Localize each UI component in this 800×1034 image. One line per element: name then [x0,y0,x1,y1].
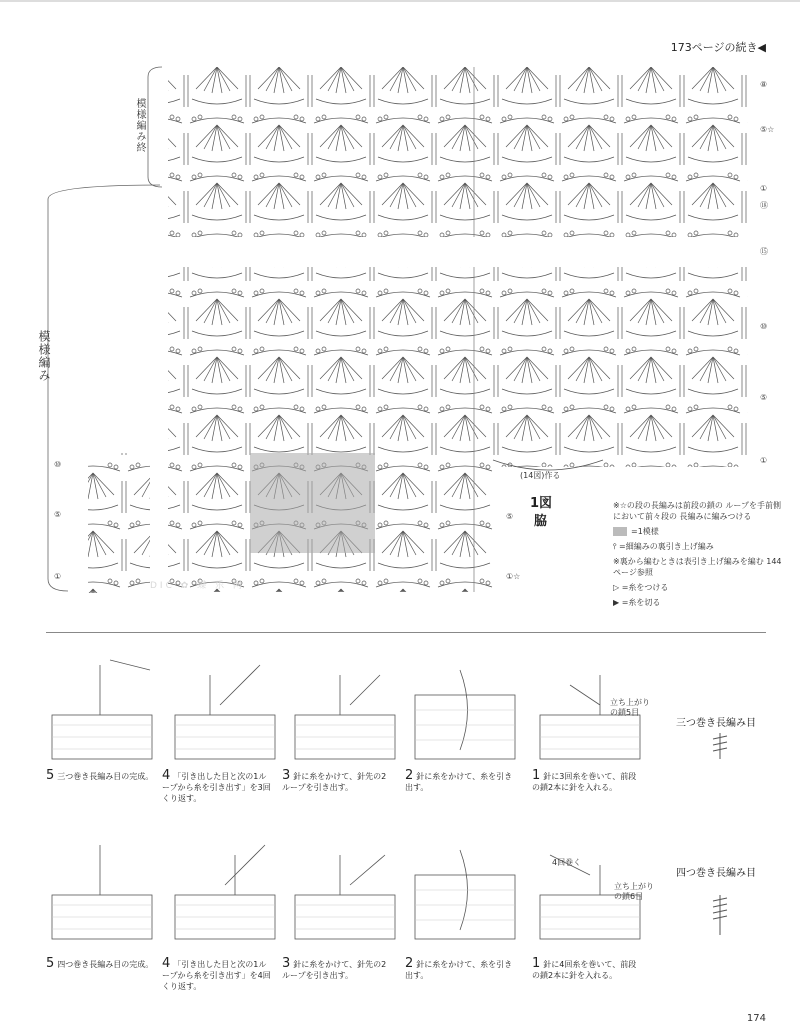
legend-note-1: ※☆の段の長編みは前段の鎖の ループを手前側において前々段の 長編みに編みつける [613,501,782,521]
step-5: 5 四つ巻き長編み目の完成。 [46,956,154,971]
figure-title: 1図 [530,496,553,511]
row-mark: ⑩ [54,460,62,469]
row-mark: ⑩ [760,322,768,331]
top-border [0,0,800,2]
step-1: 1 針に4回糸を巻いて、前段の鎖2本に針を入れる。 [532,956,637,980]
continued-note: 173ページの続き◀ [670,41,766,54]
stitch-name-treble-4: 四つ巻き長編み目 [676,868,756,879]
section1-illustrations [40,655,760,765]
reverse-stitch-icon: ⫯ [613,542,620,551]
cut-yarn-icon: ▶ [613,598,622,607]
row-mark: ①☆ [506,572,521,581]
section-divider [46,632,766,633]
step-1: 1 針に3回糸を巻いて、前段の鎖2本に針を入れる。 [532,768,637,792]
step-5: 5 三つ巻き長編み目の完成。 [46,768,154,783]
stitch-name-treble-3: 三つ巻き長編み目 [676,718,756,729]
step-3: 3 針に糸をかけて、針先の2ループを引き出す。 [282,956,387,980]
row-mark: ① [760,456,768,465]
legend-swatch-row: =1模様 [613,526,783,537]
row-mark: ⑤ [760,393,768,402]
step-2: 2 針に糸をかけて、糸を引き出す。 [405,956,513,980]
legend-note-2: ※裏から編むときは表引き上げ編みを編む 144ページ参照 [613,557,782,577]
label-pattern: 模様編み [37,330,51,382]
chain-note-2: 立ち上がりの鎖6目 [614,882,654,901]
join-yarn-icon: ▷ [613,583,622,592]
legend [613,500,783,612]
step-4: 4 「引き出した目と次の1ループから糸を引き出す」を3回くり返す。 [162,768,271,803]
watermark-logo: DIC ✿ 蝶 乐 网 [150,581,245,591]
swatch-icon [613,527,627,536]
chain-note-1: 立ち上がりの鎖5目 [610,698,650,717]
row-mark: ① [54,572,62,581]
step-3: 3 針に糸をかけて、針先の2ループを引き出す。 [282,768,387,792]
row-mark: ⑮ [760,247,768,256]
row-mark: ⑱ [760,201,768,210]
legend-cut-yarn: ▶ =糸を切る [613,598,661,607]
row-mark: ⑤☆ [760,125,775,134]
row-mark: ⑤ [54,510,62,519]
row-mark: ⑤ [506,512,514,521]
legend-reverse-stitch: ⫯ =細編みの裏引き上げ編み [613,542,714,551]
step-4: 4 「引き出した目と次の1ループから糸を引き出す」を4回くり返す。 [162,956,271,991]
figure-subtitle: 脇 [534,514,548,529]
wrap-note: 4回巻く [552,858,582,867]
step-2: 2 針に糸をかけて、糸を引き出す。 [405,768,513,792]
row-mark: ⑧ [760,80,768,89]
label-pattern-end: 模様編み終 [134,98,145,153]
page-number: 174 [746,1013,766,1024]
legend-join-yarn: ▷ =糸をつける [613,583,669,592]
row-mark: ① [760,184,768,193]
foundation-note: (14図)作る [520,471,561,480]
